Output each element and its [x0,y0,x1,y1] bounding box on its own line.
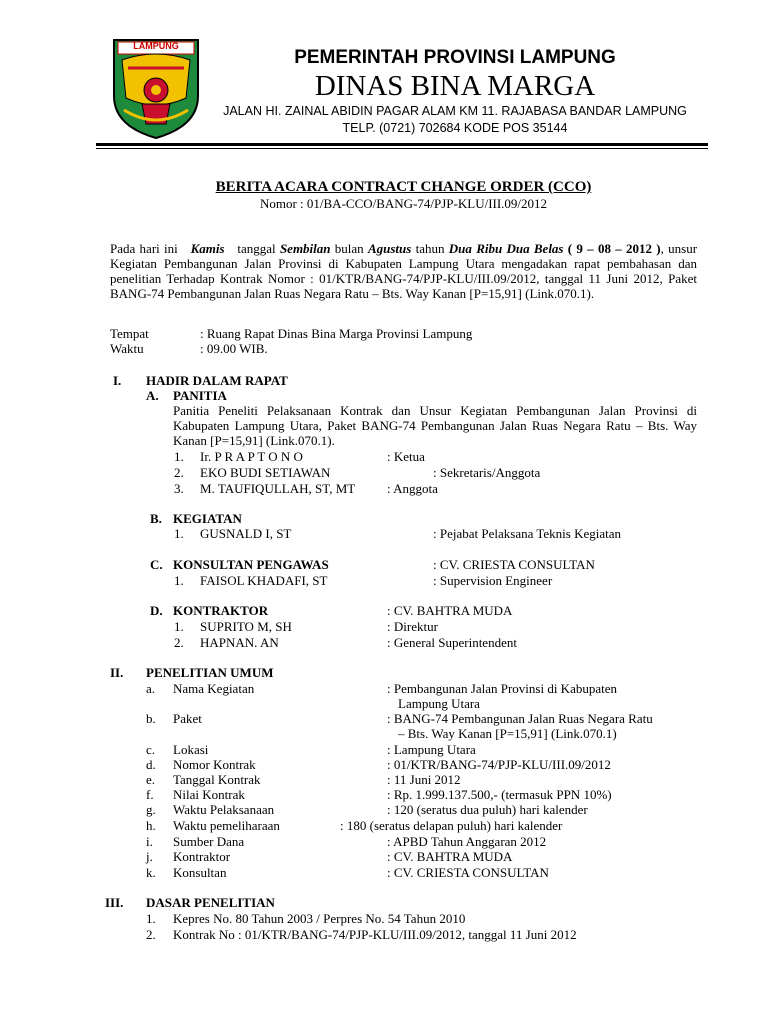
intro-year: Dua Ribu Dua Belas [448,241,564,256]
item-label: Paket [173,711,202,726]
time-label: Waktu [110,341,144,356]
kegiatan-number: 1. [174,526,184,541]
intro-numeric-date: ( 9 – 08 – 2012 ) [567,241,661,256]
item-value-cont: Lampung Utara [398,696,480,711]
place-value: : Ruang Rapat Dinas Bina Marga Provinsi Lampung [200,326,473,341]
member-name: Ir. P R A P T O N O [200,449,303,464]
item-letter: j. [146,849,153,864]
item-value: : Rp. 1.999.137.500,- (termasuk PPN 10%) [387,787,612,802]
item-letter: e. [146,772,156,787]
item-value-cont: – Bts. Way Kanan [P=15,91] (Link.070.1) [398,726,617,741]
intro-day: Kamis [190,241,225,256]
intro-text-2: tanggal [237,241,276,256]
subsection-b-title: KEGIATAN [173,511,242,526]
item-label: Tanggal Kontrak [173,772,261,787]
item-letter: f. [146,787,154,802]
item-letter: g. [146,802,156,817]
item-letter: c. [146,742,156,757]
item-letter: h. [146,818,156,833]
item-value: : 01/KTR/BANG-74/PJP-KLU/III.09/2012 [387,757,611,772]
item-label: Kontraktor [173,849,231,864]
item-value: : BANG-74 Pembangunan Jalan Ruas Negara Ratu [387,711,653,726]
item-value: : Pembangunan Jalan Provinsi di Kabupaten [387,681,617,696]
item-letter: b. [146,711,156,726]
konsultan-number: 1. [174,573,184,588]
basis-text: Kontrak No : 01/KTR/BANG-74/PJP-KLU/III.09/2012, tanggal 11 Juni 2012 [173,927,577,942]
subsection-a-letter: A. [146,388,159,403]
item-value: : APBD Tahun Anggaran 2012 [387,834,547,849]
section-3-title: DASAR PENELITIAN [146,895,275,910]
item-value: : 180 (seratus delapan puluh) hari kalender [340,818,563,833]
item-letter: k. [146,865,156,880]
section-1-title: HADIR DALAM RAPAT [146,373,288,388]
item-value: : CV. BAHTRA MUDA [387,849,513,864]
item-label: Waktu pemeliharaan [173,818,280,833]
subsection-a-title: PANITIA [173,388,227,403]
member-role: : Ketua [387,449,425,464]
document-number: Nomor : 01/BA-CCO/BANG-74/PJP-KLU/III.09/2012 [259,196,548,211]
intro-paragraph [110,241,697,301]
section-1-number: I. [113,373,122,388]
item-label: Lokasi [173,742,209,757]
konsultan-name: FAISOL KHADAFI, ST [200,573,328,588]
basis-number: 1. [146,911,156,926]
member-role: : General Superintendent [387,635,517,650]
member-name: HAPNAN. AN [200,635,279,650]
item-value: : CV. CRIESTA CONSULTAN [387,865,549,880]
member-number: 2. [174,635,184,650]
item-label: Sumber Dana [173,834,245,849]
item-label: Nama Kegiatan [173,681,255,696]
member-name: M. TAUFIQULLAH, ST, MT [200,481,356,496]
member-name: SUPRITO M, SH [200,619,292,634]
item-value: : 120 (seratus dua puluh) hari kalender [387,802,588,817]
agency-phone: TELP. (0721) 702684 KODE POS 35144 [342,121,568,135]
konsultan-role: : Supervision Engineer [433,573,553,588]
subsection-d-title: KONTRAKTOR [173,603,269,618]
intro-text-rest: , unsur Kegiatan Pembangunan Jalan Provinsi di Kabupaten Lampung Utara mengadakan rapat pembahasan dan penelitian Terhadap Kontrak Nomor : 01/KTR/BANG-74/PJP-KLU/III.09/2012, tanggal 11 Juni 2012, Paket BANG-74 Pembangunan Jalan Ruas Negara Ratu – Bts. Way Kanan [P=15,91] (Link.070.1). [110,241,698,301]
time-value: : 09.00 WIB. [200,341,268,356]
logo-text: LAMPUNG [133,41,179,51]
member-role: : Sekretaris/Anggota [433,465,541,480]
place-label: Tempat [110,326,149,341]
konsultan-value: : CV. CRIESTA CONSULTAN [433,557,595,572]
item-label: Konsultan [173,865,227,880]
item-label: Waktu Pelaksanaan [173,802,275,817]
kontraktor-value: : CV. BAHTRA MUDA [387,603,513,618]
intro-text-4: tahun [415,241,445,256]
lampung-logo [112,38,200,140]
subsection-d-letter: D. [150,603,163,618]
member-number: 2. [174,465,184,480]
subsection-c-title: KONSULTAN PENGAWAS [173,557,329,572]
item-label: Nilai Kontrak [173,787,245,802]
item-label: Nomor Kontrak [173,757,256,772]
intro-date: Sembilan [279,241,331,256]
intro-text-1: Pada hari ini [110,241,178,256]
intro-month: Agustus [367,241,412,256]
item-letter: a. [146,681,156,696]
basis-number: 2. [146,927,156,942]
item-letter: i. [146,834,153,849]
intro-text-3: bulan [334,241,364,256]
member-number: 3. [174,481,184,496]
section-3-number: III. [105,895,124,910]
member-number: 1. [174,449,184,464]
document-title: BERITA ACARA CONTRACT CHANGE ORDER (CCO) [215,179,592,195]
kegiatan-name: GUSNALD I, ST [200,526,292,541]
member-name: EKO BUDI SETIAWAN [200,465,331,480]
government-name: PEMERINTAH PROVINSI LAMPUNG [294,47,616,68]
agency-name: DINAS BINA MARGA [314,70,596,102]
kegiatan-role: : Pejabat Pelaksana Teknis Kegiatan [433,526,622,541]
member-role: : Anggota [387,481,438,496]
header-rule-thick [96,143,708,146]
subsection-b-letter: B. [150,511,162,526]
basis-text: Kepres No. 80 Tahun 2003 / Perpres No. 54 Tahun 2010 [173,911,466,926]
panitia-description: Panitia Peneliti Pelaksanaan Kontrak dan Unsur Kegiatan Pembangunan Jalan Provinsi di Kabupaten Lampung Utara, Paket BANG-74 Pembangunan Jalan Ruas Negara Ratu – Bts. Way Kanan [P=15,91] (Link.070.1). [173,403,697,448]
header-rule-thin [96,148,708,149]
item-value: : Lampung Utara [387,742,476,757]
member-number: 1. [174,619,184,634]
agency-address: JALAN HI. ZAINAL ABIDIN PAGAR ALAM KM 11. RAJABASA BANDAR LAMPUNG [223,104,687,118]
section-2-title: PENELITIAN UMUM [146,665,274,680]
item-letter: d. [146,757,156,772]
section-2-number: II. [110,665,124,680]
member-role: : Direktur [387,619,438,634]
item-value: : 11 Juni 2012 [387,772,461,787]
subsection-c-letter: C. [150,557,163,572]
